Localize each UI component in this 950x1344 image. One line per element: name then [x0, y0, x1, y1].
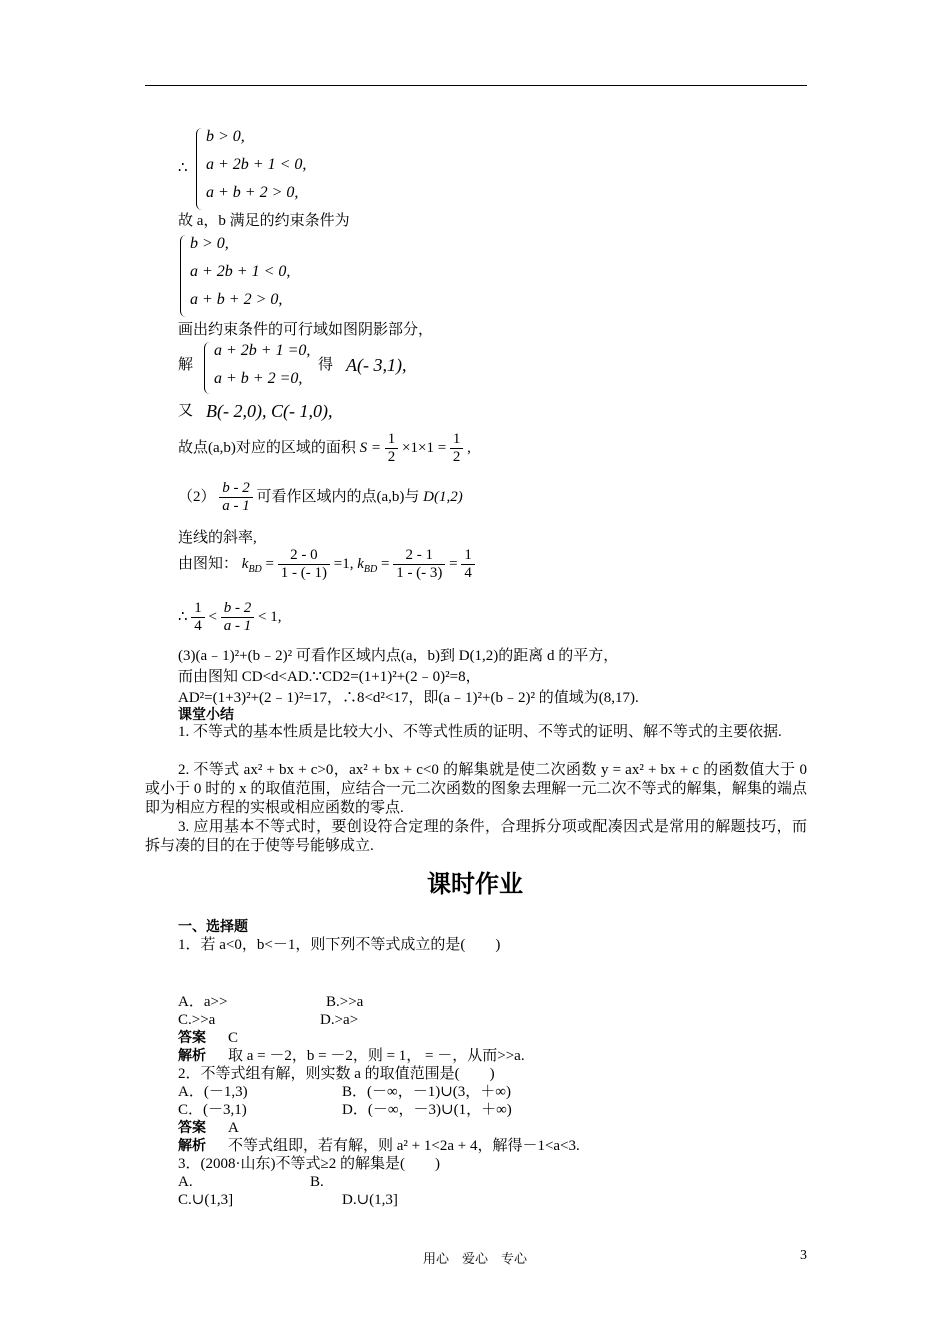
less-than: < — [208, 609, 218, 626]
k-subscript: BD — [248, 564, 262, 576]
part3-line2: 而由图知 CD<d<AD.∵CD2=(1+1)²+(2﹣0)²=8， — [178, 669, 481, 685]
area-text: 故点(a,b)对应的区域的面积 — [178, 440, 356, 457]
summary-point-3: 3. 应用基本不等式时，要创设符合定理的条件，合理拆分项或配凑因式是常用的解题技巧，而拆与凑的目的在于使等号能够成立. — [145, 819, 807, 854]
summary-point-1: 1. 不等式的基本性质是比较大小、不等式性质的证明、不等式的证明、解不等式的主要依据. — [178, 724, 782, 740]
part2-text: 可看作区域内的点(a,b)与 — [256, 489, 420, 506]
system-row: a + 2b + 1 =0, — [214, 342, 311, 359]
answer-value: A — [228, 1120, 239, 1136]
system-row: a + 2b + 1 < 0, — [206, 156, 307, 173]
equation-system — [204, 340, 324, 396]
fraction — [278, 547, 330, 583]
area-end: , — [467, 440, 471, 457]
fraction — [219, 480, 253, 516]
k-symbol: k — [357, 556, 364, 573]
denominator: 1 - (- 1) — [280, 565, 327, 582]
area-s: S = — [359, 440, 382, 457]
part2-label: （2） — [178, 489, 216, 506]
region-text: 画出约束条件的可行域如图阴影部分， — [178, 322, 434, 338]
system-row: b > 0, — [190, 235, 229, 252]
denominator: 4 — [194, 618, 202, 635]
part2-line — [178, 480, 463, 516]
eq1-end: =1, — [333, 556, 354, 573]
section-heading: 一、选择题 — [178, 918, 248, 934]
q2-option-a: A．(－1,3) — [178, 1084, 248, 1100]
summary-heading: 课堂小结 — [178, 706, 234, 722]
question-1: 1．若 a<0，b<－1，则下列不等式成立的是( ) — [178, 937, 501, 953]
explanation-text: 不等式组即，若有解，则 a² + 1<2a + 4，解得－1<a<3. — [228, 1138, 580, 1154]
numerator: 2 - 1 — [393, 547, 445, 565]
point-d: D(1,2) — [423, 489, 463, 506]
q1-option-d: D.>a> — [320, 1012, 359, 1028]
system-row: a + b + 2 > 0, — [190, 291, 283, 308]
numerator: 1 — [461, 547, 475, 565]
get-label: 得 — [318, 357, 334, 373]
system-row: a + 2b + 1 < 0, — [190, 263, 291, 280]
answer-label: 答案 — [178, 1119, 206, 1135]
therefore-symbol: ∴ — [178, 609, 188, 626]
k-subscript: BD — [363, 564, 378, 576]
point-a: A(- 3,1), — [346, 355, 407, 375]
q3-option-a: A. — [178, 1174, 193, 1190]
inequality-line — [178, 600, 281, 636]
answer-label: 答案 — [178, 1029, 206, 1045]
brace — [180, 235, 187, 317]
slope-equations — [178, 547, 475, 583]
denominator: a - 1 — [223, 618, 252, 635]
fraction — [393, 547, 445, 583]
equals: = — [265, 556, 274, 573]
numerator: 2 - 0 — [278, 547, 330, 565]
from-figure: 由图知： — [178, 556, 239, 573]
fraction — [221, 600, 255, 636]
constraint-intro: 故 a，b 满足的约束条件为 — [178, 213, 350, 229]
numerator: b - 2 — [221, 600, 255, 618]
q2-option-c: C．(－3,1) — [178, 1102, 247, 1118]
fraction — [461, 547, 475, 583]
denominator: 2 — [387, 449, 396, 466]
part3-line3: AD²=(1+3)²+(2﹣1)²=17，∴8<d²<17，即(a﹣1)²+(b﹣2)² 的值域为(8,17). — [178, 690, 639, 706]
inequality-end: < 1, — [258, 609, 282, 626]
equals: = — [449, 556, 458, 573]
q3-option-c: C.∪(1,3] — [178, 1192, 234, 1208]
area-mid: ×1×1 = — [402, 440, 447, 457]
explanation-text: 取 a = －2，b = －2，则 = 1， = －，从而>>a. — [228, 1048, 525, 1064]
question-3: 3．(2008·山东)不等式≥2 的解集是( ) — [178, 1156, 440, 1172]
q1-option-a: A．a>> — [178, 994, 228, 1010]
system-row: b > 0, — [206, 128, 245, 145]
explanation-label: 解析 — [178, 1137, 206, 1153]
system-row: a + b + 2 > 0, — [206, 184, 299, 201]
q2-option-d: D．(－∞，－3)∪(1，＋∞) — [342, 1102, 512, 1118]
equals: = — [380, 556, 390, 573]
denominator: 2 — [452, 449, 461, 466]
summary-point-2: 2. 不等式 ax² + bx + c>0，ax² + bx + c<0 的解集就是使二次函数 y = ax² + bx + c 的函数值大于 0 或小于 0 时的 x 的取值范围，应结合一元二次函数的图象去理解一元二次不等式的解集，解集的端点即为相应方程的实根或相应函数的零点. — [145, 762, 807, 816]
therefore-symbol: ∴ — [178, 160, 188, 176]
q1-option-b: B.>>a — [326, 994, 364, 1010]
fraction — [385, 431, 399, 467]
constraint-system-1 — [196, 126, 336, 212]
slope-line: 连线的斜率, — [178, 530, 257, 546]
also-label: 又 — [178, 403, 194, 419]
q3-option-b: B. — [310, 1174, 324, 1190]
homework-title: 课时作业 — [427, 871, 523, 898]
numerator: b - 2 — [219, 480, 253, 498]
part3-line1: (3)(a﹣1)²+(b﹣2)² 可看作区域内点(a，b)到 D(1,2)的距离 d 的平方， — [178, 648, 619, 664]
question-2: 2．不等式组有解，则实数 a 的取值范围是( ) — [178, 1066, 495, 1082]
numerator: 1 — [385, 431, 399, 449]
fraction — [450, 431, 464, 467]
denominator: 4 — [464, 565, 472, 582]
explanation-label: 解析 — [178, 1047, 206, 1063]
denominator: 1 - (- 3) — [396, 565, 443, 582]
constraint-system-2 — [180, 233, 320, 319]
area-line — [178, 431, 471, 467]
points-bc: B(- 2,0), C(- 1,0), — [206, 401, 333, 421]
numerator: 1 — [450, 431, 464, 449]
denominator: a - 1 — [222, 498, 250, 515]
brace — [196, 128, 203, 210]
page-footer: 用心 爱心 专心 — [422, 1251, 527, 1266]
system-row: a + b + 2 =0, — [214, 370, 303, 387]
fraction — [191, 600, 205, 636]
brace — [204, 342, 211, 394]
header-rule — [145, 85, 807, 86]
page-number: 3 — [800, 1248, 807, 1263]
q1-option-c: C.>>a — [178, 1012, 216, 1028]
q3-option-d: D.∪(1,3] — [342, 1192, 398, 1208]
numerator: 1 — [191, 600, 205, 618]
k-symbol: k — [241, 556, 249, 573]
q2-option-b: B．(－∞，－1)∪(3，＋∞) — [342, 1084, 511, 1100]
answer-value: C — [228, 1030, 239, 1046]
solve-label: 解 — [178, 357, 194, 373]
